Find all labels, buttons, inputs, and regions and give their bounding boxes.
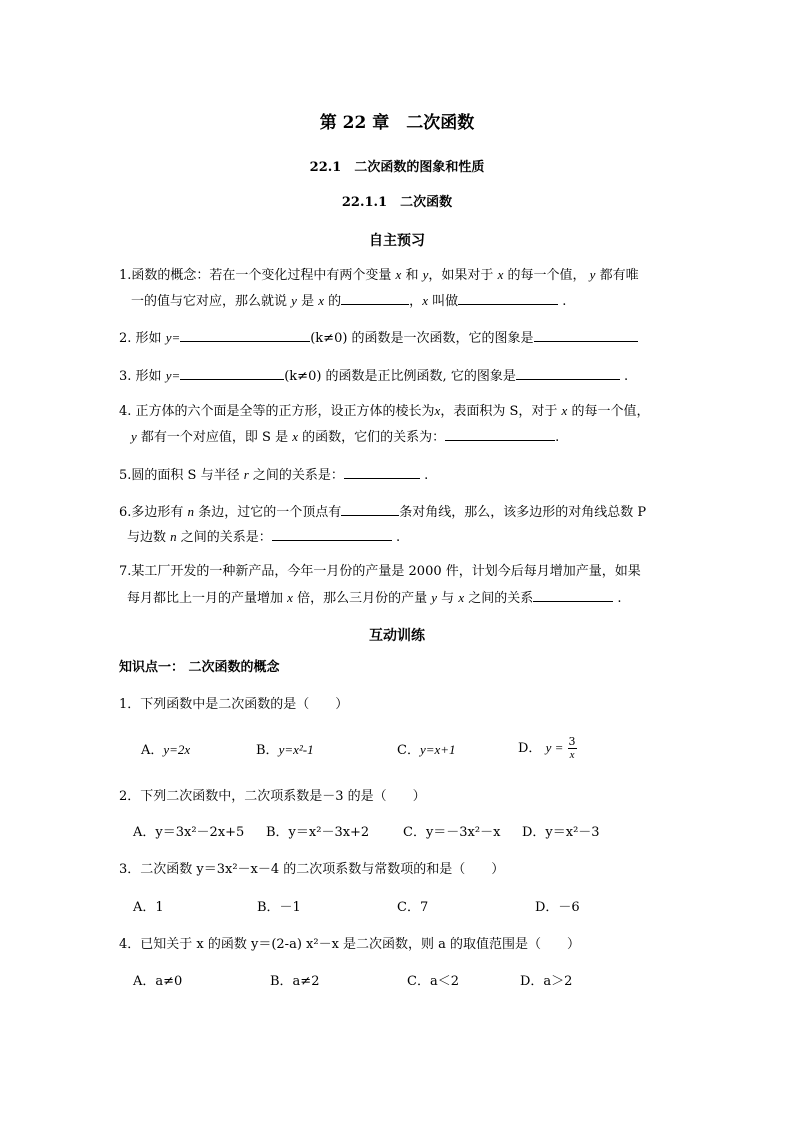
preview-q3: 3. 形如 y= (k≠0) 的函数是正比例函数, 它的图象是 . [119, 368, 629, 384]
preview-q7-line2: 每月都比上一月的产量增加 x 倍，那么三月份的产量 y 与 x 之间的关系 . [127, 590, 622, 606]
answer-blank[interactable] [341, 503, 399, 516]
preview-q6-line2: 与边数 n 之间的关系是： . [127, 529, 401, 545]
exercise-1-option-d[interactable]: D． y = $\frac{3}{x}$ [518, 735, 576, 761]
answer-blank[interactable] [180, 367, 284, 380]
exercise-4-stem: 4．已知关于 x 的函数 y＝(2-a) x²－x 是二次函数，则 a 的取值范围是（ ） [119, 937, 581, 952]
training-heading: 互动训练 [369, 628, 425, 644]
answer-blank[interactable] [458, 292, 558, 305]
knowledge-point-heading: 知识点一： 二次函数的概念 [119, 660, 280, 675]
answer-blank[interactable] [533, 589, 613, 602]
exercise-3-option-a[interactable]: A．1 [133, 900, 164, 915]
preview-q5: 5.圆的面积 S 与半径 r 之间的关系是： . [119, 467, 429, 483]
exercise-2-option-b[interactable]: B．y＝x²－3x+2 [266, 825, 370, 840]
preview-heading: 自主预习 [369, 233, 425, 249]
exercise-4-option-c[interactable]: C．a＜2 [407, 974, 459, 989]
section-title: 22.1 二次函数的图象和性质 [309, 160, 485, 175]
fraction: $\frac{3}{x}$ [568, 735, 576, 761]
answer-blank[interactable] [341, 292, 409, 305]
answer-blank[interactable] [180, 329, 310, 342]
exercise-2-option-d[interactable]: D．y＝x²－3 [522, 825, 600, 840]
chapter-title: 第 22 章 二次函数 [319, 113, 475, 133]
answer-blank[interactable] [534, 329, 638, 342]
answer-blank[interactable] [344, 466, 420, 479]
preview-q6-line1: 6.多边形有 n 条边，过它的一个顶点有 条对角线，那么，该多边形的对角线总数 P [119, 504, 647, 520]
exercise-2-option-c[interactable]: C．y＝－3x²－x [403, 825, 501, 840]
exercise-3-option-b[interactable]: B．－1 [257, 900, 301, 915]
exercise-2-stem: 2．下列二次函数中，二次项系数是－3 的是（ ） [119, 789, 426, 804]
exercise-4-option-d[interactable]: D．a＞2 [520, 974, 573, 989]
exercise-1-stem: 1．下列函数中是二次函数的是（ ） [119, 697, 349, 712]
exercise-1-option-c[interactable]: C．y=x+1 [397, 742, 456, 758]
exercise-3-option-c[interactable]: C．7 [397, 900, 429, 915]
preview-q2: 2. 形如 y= (k≠0) 的函数是一次函数，它的图象是 [119, 329, 638, 347]
answer-blank[interactable] [516, 367, 620, 380]
exercise-3-option-d[interactable]: D．－6 [535, 900, 580, 915]
subsection-title: 22.1.1 二次函数 [341, 195, 453, 210]
preview-q1-line1: 1.函数的概念：若在一个变化过程中有两个变量 x 和 y，如果对于 x 的每一个值， y 都有唯 [119, 267, 639, 283]
exercise-4-option-a[interactable]: A．a≠0 [133, 974, 183, 989]
preview-q1-line2: 一的值与它对应，那么就说 y 是 x 的 ，x 叫做 . [131, 293, 567, 309]
preview-q4-line1: 4. 正方体的六个面是全等的正方形，设正方体的棱长为x，表面积为 S，对于 x 的每一个值， [119, 403, 650, 419]
answer-blank[interactable] [272, 528, 392, 541]
preview-q4-line2: y 都有一个对应值，即 S 是 x 的函数，它们的关系为： . [131, 429, 560, 445]
exercise-2-option-a[interactable]: A．y＝3x²－2x+5 [133, 825, 245, 840]
exercise-1-option-b[interactable]: B．y=x²-1 [256, 742, 314, 758]
answer-blank[interactable] [445, 428, 555, 441]
exercise-4-option-b[interactable]: B．a≠2 [270, 974, 320, 989]
exercise-3-stem: 3．二次函数 y＝3x²－x－4 的二次项系数与常数项的和是（ ） [119, 862, 505, 877]
preview-q7-line1: 7.某工厂开发的一种新产品，今年一月份的产量是 2000 件，计划今后每月增加产量，如果 [119, 564, 641, 579]
exercise-1-option-a[interactable]: A．y=2x [141, 742, 191, 758]
